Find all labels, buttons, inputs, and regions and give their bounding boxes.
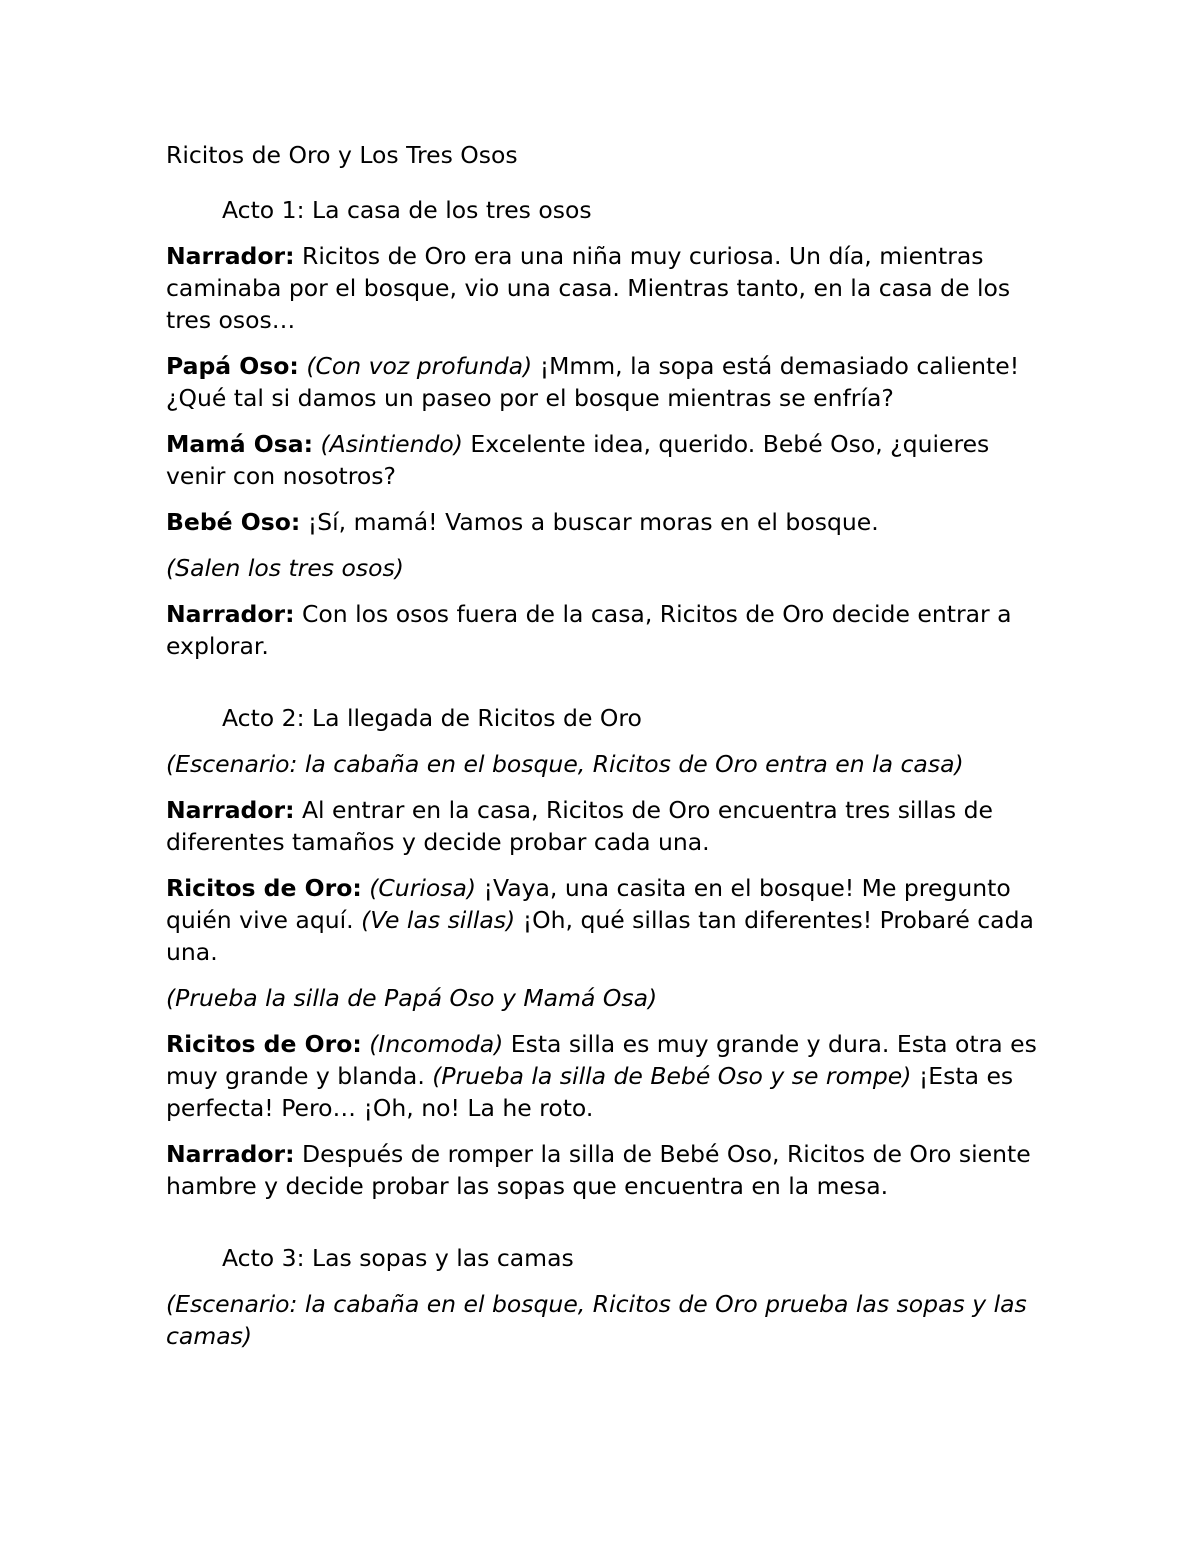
speaker-name: Ricitos de Oro: [166, 1030, 362, 1058]
dialogue-line [166, 794, 1046, 858]
dialogue-text: ¡Sí, mamá! Vamos a buscar moras en el bosque. [300, 508, 879, 536]
dialogue-line [166, 598, 1046, 662]
speaker-name: Papá Oso: [166, 352, 299, 380]
stage-direction-line [166, 1288, 1046, 1352]
dialogue-line [166, 872, 1046, 968]
act-heading: Acto 1: La casa de los tres osos [222, 196, 592, 224]
dialogue-text: Ricitos de Oro era una niña muy curiosa. Un día, mientras caminaba por el bosque, vio una casa. Mientras tanto, en la casa de los tres osos… [166, 242, 1011, 334]
dialogue-text: ¡Esta es perfecta! Pero… ¡Oh, no! La he roto. [166, 1062, 1014, 1122]
dialogue-line [166, 506, 1046, 538]
dialogue-line [166, 428, 1046, 492]
dialogue-text: ¡Mmm, la sopa está demasiado caliente! ¿Qué tal si damos un paseo por el bosque mientras se enfría? [166, 352, 1020, 412]
speaker-name: Narrador: [166, 796, 295, 824]
dialogue-text: ¡Vaya, una casita en el bosque! Me pregunto quién vive aquí. [166, 874, 1011, 934]
stage-direction: (Escenario: la cabaña en el bosque, Ricitos de Oro prueba las sopas y las camas) [166, 1290, 1027, 1350]
stage-direction: (Incomoda) [369, 1030, 504, 1058]
dialogue-line [166, 1028, 1046, 1124]
dialogue-line [166, 350, 1046, 414]
stage-direction-line [166, 982, 1046, 1014]
dialogue-text: Después de romper la silla de Bebé Oso, Ricitos de Oro siente hambre y decide probar las sopas que encuentra en la mesa. [166, 1140, 1031, 1200]
stage-direction: (Asintiendo) [320, 430, 463, 458]
speaker-name: Ricitos de Oro: [166, 874, 362, 902]
act-heading: Acto 2: La llegada de Ricitos de Oro [222, 704, 642, 732]
stage-direction-line [166, 748, 1046, 780]
speaker-name: Narrador: [166, 600, 295, 628]
dialogue-text: Con los osos fuera de la casa, Ricitos de Oro decide entrar a explorar. [166, 600, 1012, 660]
stage-direction: (Salen los tres osos) [166, 554, 404, 582]
dialogue-text: ¡Oh, qué sillas tan diferentes! Probaré cada una. [166, 906, 1034, 966]
stage-direction: (Escenario: la cabaña en el bosque, Ricitos de Oro entra en la casa) [166, 750, 964, 778]
stage-direction: (Ve las sillas) [361, 906, 516, 934]
dialogue-line [166, 240, 1046, 336]
stage-direction: (Con voz profunda) [306, 352, 533, 380]
dialogue-text: Al entrar en la casa, Ricitos de Oro encuentra tres sillas de diferentes tamaños y decide probar cada una. [166, 796, 994, 856]
stage-direction: (Prueba la silla de Bebé Oso y se rompe) [432, 1062, 912, 1090]
speaker-name: Mamá Osa: [166, 430, 313, 458]
dialogue-line [166, 1138, 1046, 1202]
stage-direction: (Curiosa) [369, 874, 477, 902]
acts-container [166, 194, 1046, 1352]
document-page [166, 139, 1046, 1366]
speaker-name: Narrador: [166, 242, 295, 270]
speaker-name: Narrador: [166, 1140, 295, 1168]
act-heading: Acto 3: Las sopas y las camas [222, 1244, 574, 1272]
document-title: Ricitos de Oro y Los Tres Osos [166, 141, 518, 169]
stage-direction-line [166, 552, 1046, 584]
dialogue-text: Excelente idea, querido. Bebé Oso, ¿quieres venir con nosotros? [166, 430, 990, 490]
dialogue-text: Esta silla es muy grande y dura. Esta otra es muy grande y blanda. [166, 1030, 1037, 1090]
stage-direction: (Prueba la silla de Papá Oso y Mamá Osa) [166, 984, 658, 1012]
speaker-name: Bebé Oso: [166, 508, 301, 536]
